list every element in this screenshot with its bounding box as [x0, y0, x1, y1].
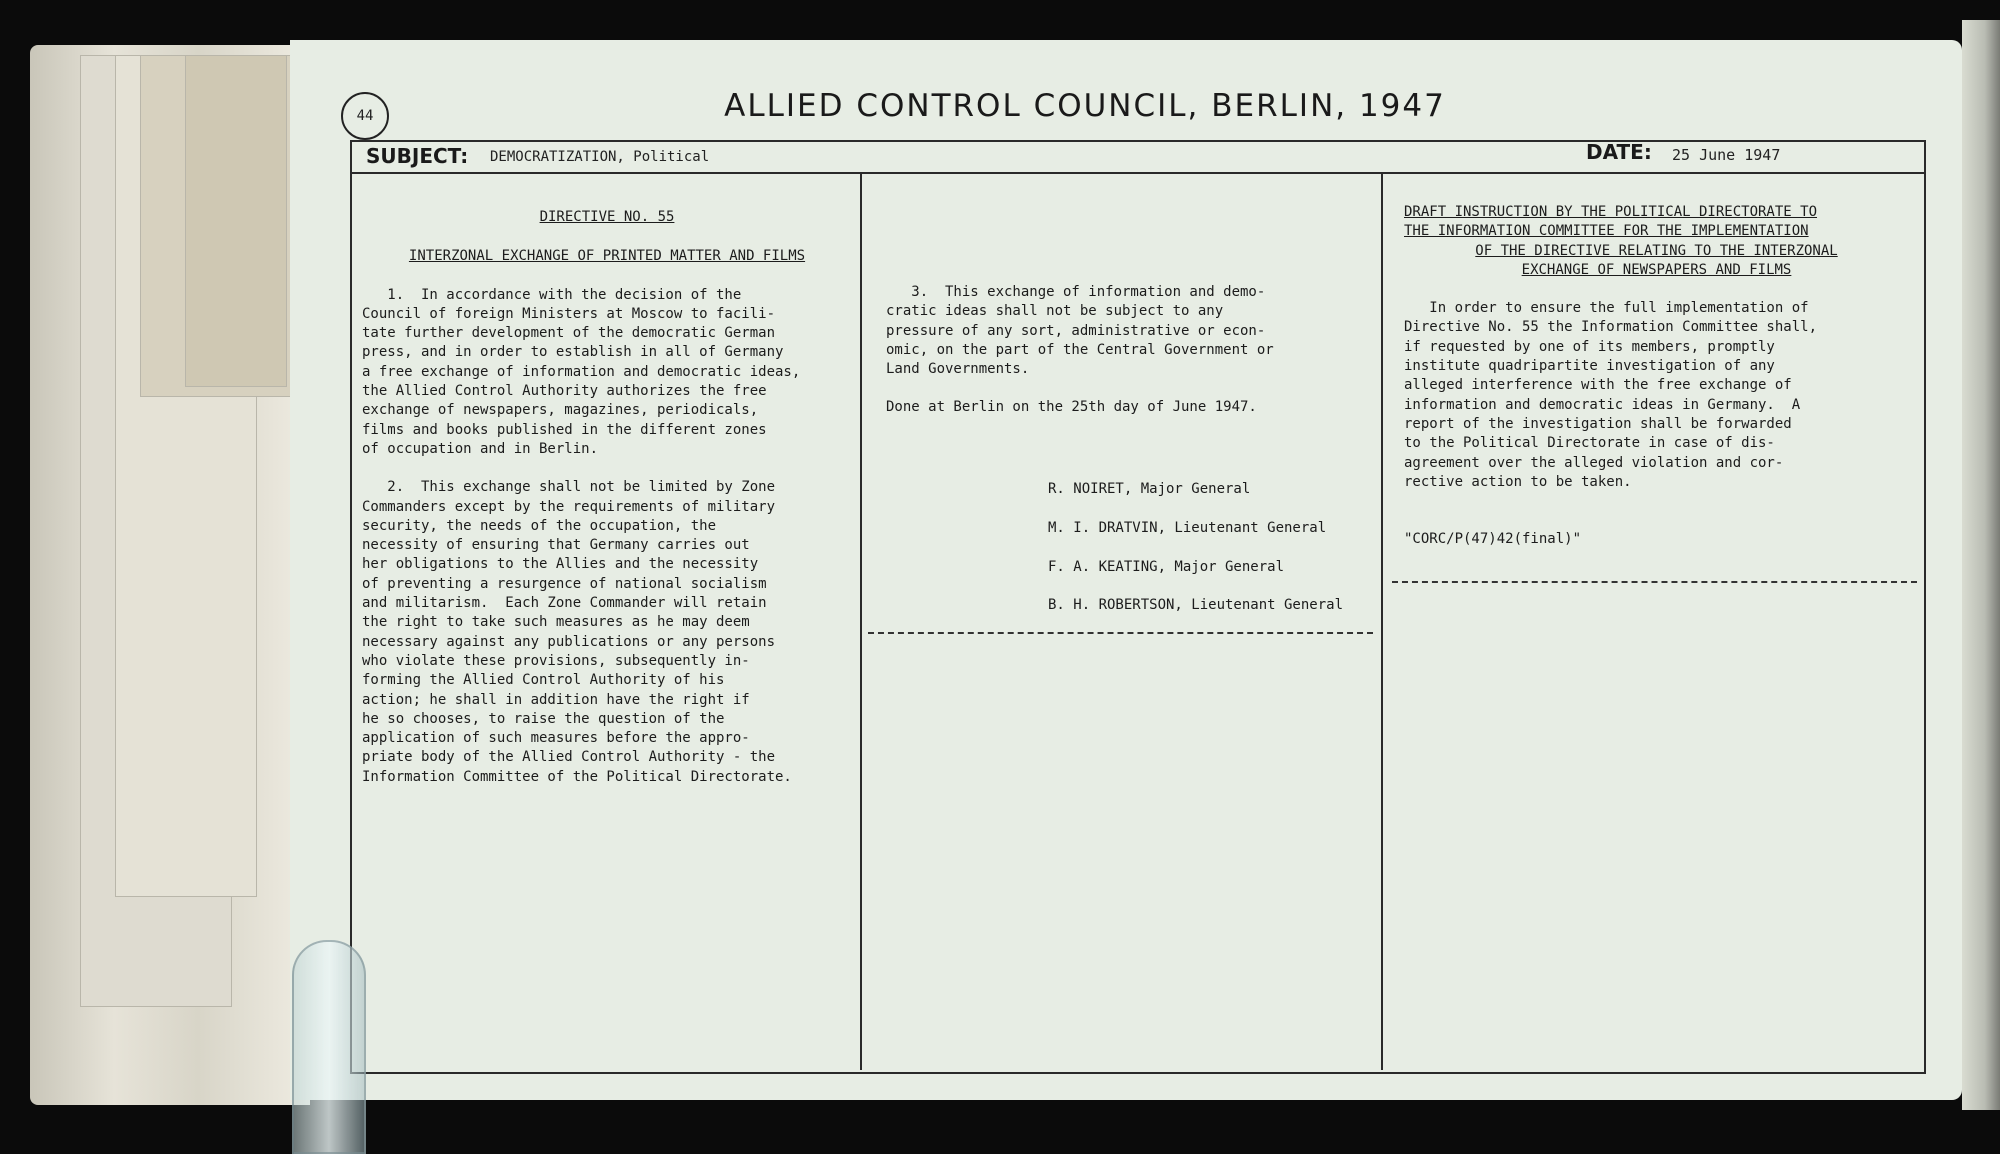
draft-title-line: DRAFT INSTRUCTION BY THE POLITICAL DIRECTORATE TO: [1404, 204, 1818, 220]
draft-title-line: OF THE DIRECTIVE RELATING TO THE INTERZONAL: [1475, 242, 1838, 259]
text-line: the Allied Control Authority authorizes the free: [362, 383, 767, 400]
text-line: press, and in order to establish in all of Germany: [362, 344, 784, 361]
text-line: Directive No. 55 the Information Committee shall,: [1404, 319, 1818, 336]
signature-line: R. NOIRET, Major General: [1048, 481, 1251, 497]
signature-line: B. H. ROBERTSON, Lieutenant General: [1048, 597, 1344, 614]
text-line: In order to ensure the full implementation of: [1404, 300, 1809, 317]
text-line: Land Governments.: [886, 361, 1030, 378]
text-line: report of the investigation shall be forwarded: [1404, 415, 1792, 432]
text-line: cratic ideas shall not be subject to any: [886, 303, 1224, 320]
text-line: her obligations to the Allies and the necessity: [362, 556, 759, 573]
text-line: he so chooses, to raise the question of the: [362, 710, 725, 727]
column-directive-continued: [886, 283, 1376, 418]
text-line: Commanders except by the requirements of military: [362, 498, 776, 515]
text-line: 2. This exchange shall not be limited by Zone: [362, 479, 776, 496]
text-line: information and democratic ideas in Germany. A: [1404, 396, 1801, 413]
signature-line: M. I. DRATVIN, Lieutenant General: [1048, 519, 1327, 536]
text-line: a free exchange of information and democratic ideas,: [362, 363, 801, 380]
text-line: rective action to be taken.: [1404, 473, 1632, 490]
text-line: forming the Allied Control Authority of his: [362, 672, 725, 689]
page-edge: [1962, 20, 2000, 1110]
text-line: action; he shall in addition have the right if: [362, 691, 750, 708]
directive-subtitle: INTERZONAL EXCHANGE OF PRINTED MATTER AND FILMS: [408, 248, 806, 265]
text-line: 3. This exchange of information and demo-: [886, 284, 1266, 300]
text-line: Information Committee of the Political Directorate.: [362, 768, 792, 785]
text-line: application of such measures before the appro-: [362, 730, 750, 747]
text-line: exchange of newspapers, magazines, periodicals,: [362, 402, 759, 419]
text-line: of preventing a resurgence of national socialism: [362, 575, 767, 592]
date-label: DATE:: [1586, 140, 1652, 164]
text-line: to the Political Directorate in case of dis-: [1404, 435, 1775, 452]
dashed-separator: [1392, 581, 1917, 583]
text-line: 1. In accordance with the decision of the: [362, 286, 742, 303]
signature-block: [1048, 480, 1388, 635]
text-line: priate body of the Allied Control Authority - the: [362, 749, 776, 766]
text-line: films and books published in the different zones: [362, 421, 767, 438]
column-draft-instruction: [1404, 203, 1909, 549]
page-clip: [292, 940, 366, 1154]
date-value: 25 June 1947: [1672, 146, 1781, 164]
text-line: necessary against any publications or any persons: [362, 633, 776, 650]
column-directive: [362, 208, 852, 787]
done-at-line: Done at Berlin on the 25th day of June 1947.: [886, 399, 1257, 416]
dashed-separator: [868, 632, 1373, 634]
text-line: if requested by one of its members, promptly: [1404, 338, 1775, 355]
directive-title: DIRECTIVE NO. 55: [539, 209, 675, 225]
page-tab: [185, 55, 287, 387]
text-line: and militarism. Each Zone Commander will retain: [362, 595, 767, 612]
subject-row: [350, 140, 1924, 174]
draft-title-line: EXCHANGE OF NEWSPAPERS AND FILMS: [1521, 261, 1792, 278]
text-line: security, the needs of the occupation, the: [362, 517, 717, 534]
text-line: of occupation and in Berlin.: [362, 440, 599, 457]
text-line: necessity of ensuring that Germany carries out: [362, 537, 750, 554]
text-line: alleged interference with the free exchange of: [1404, 377, 1792, 394]
draft-title-line: THE INFORMATION COMMITTEE FOR THE IMPLEMENTATION: [1404, 223, 1809, 240]
text-line: Council of foreign Ministers at Moscow to facili-: [362, 305, 776, 322]
text-line: tate further development of the democratic German: [362, 325, 776, 342]
text-line: institute quadripartite investigation of any: [1404, 358, 1775, 375]
reference-code: "CORC/P(47)42(final)": [1404, 531, 1582, 548]
page-number: 44: [341, 92, 389, 140]
subject-label: SUBJECT:: [366, 144, 469, 168]
column-divider: [860, 172, 862, 1070]
signature-line: F. A. KEATING, Major General: [1048, 558, 1285, 575]
text-line: who violate these provisions, subsequently in-: [362, 652, 750, 669]
text-line: omic, on the part of the Central Government or: [886, 341, 1274, 358]
text-line: pressure of any sort, administrative or econ-: [886, 322, 1266, 339]
subject-value: DEMOCRATIZATION, Political: [490, 149, 710, 165]
text-line: the right to take such measures as he may deem: [362, 614, 750, 631]
page-title: ALLIED CONTROL COUNCIL, BERLIN, 1947: [724, 88, 1446, 124]
text-line: agreement over the alleged violation and cor-: [1404, 454, 1784, 471]
